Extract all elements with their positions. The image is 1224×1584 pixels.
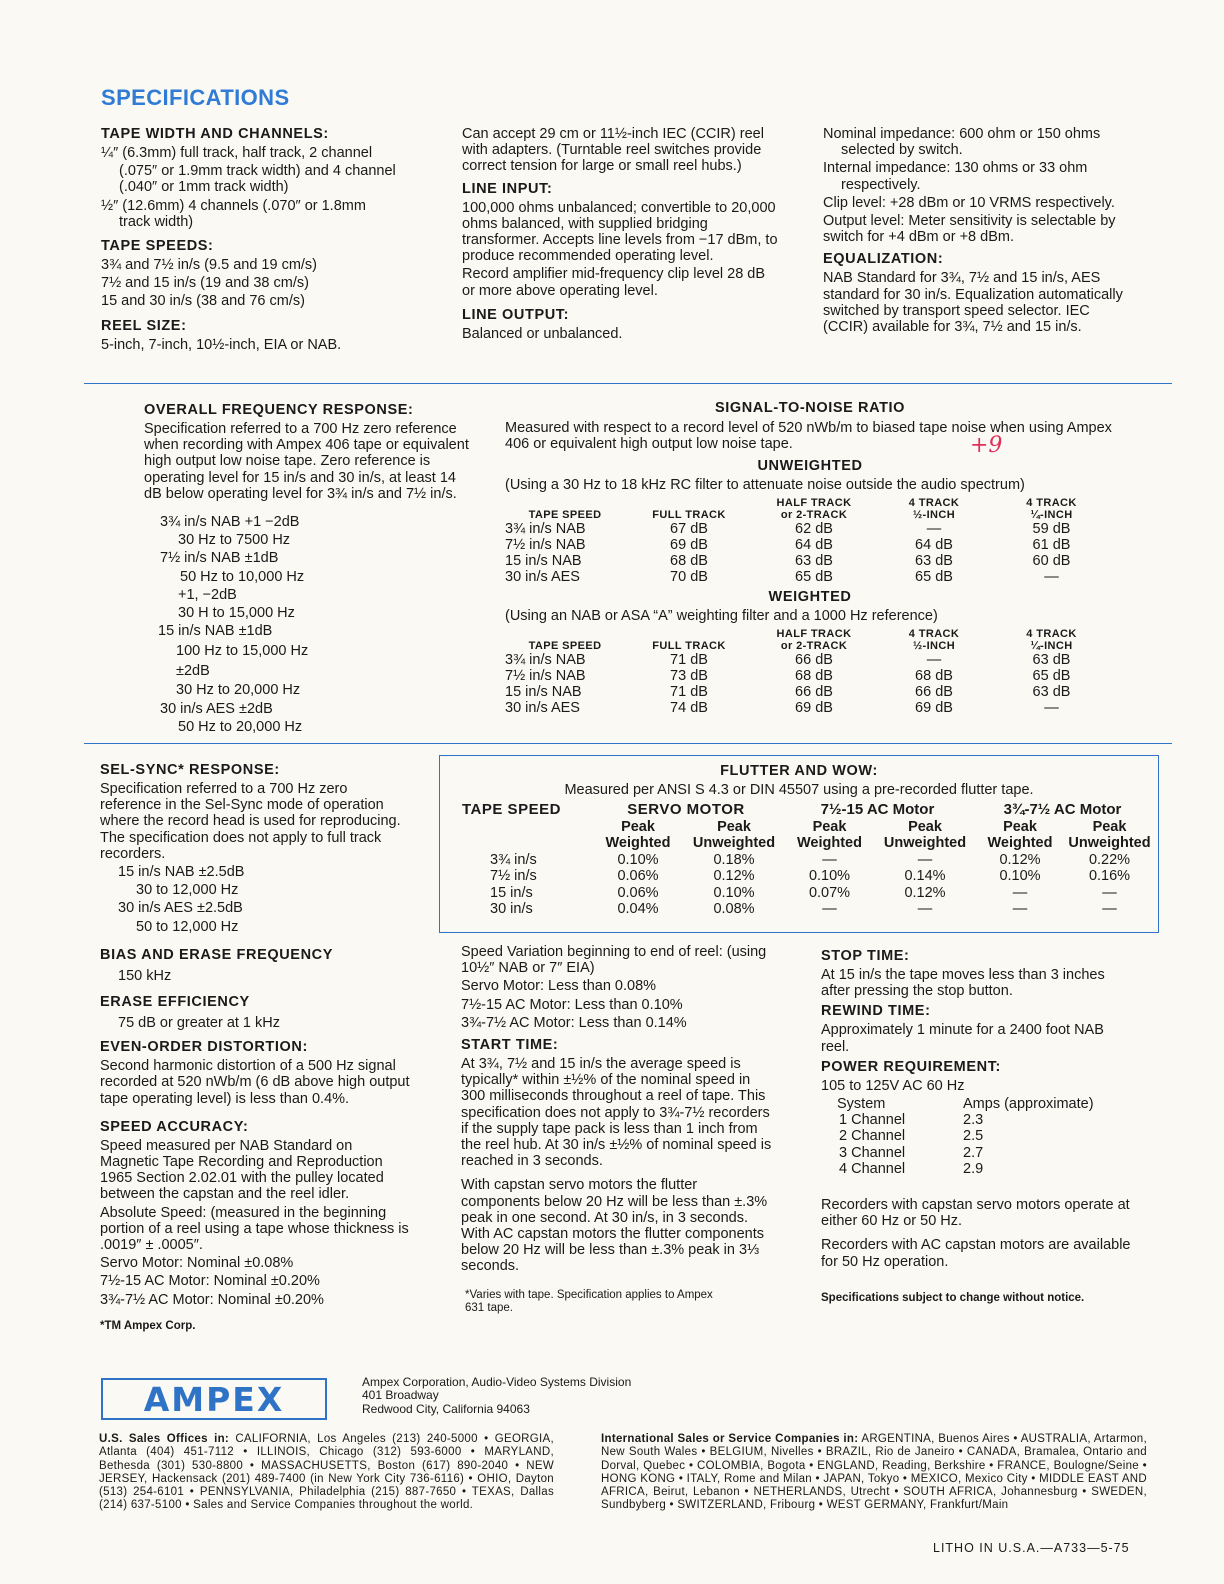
start-time-text: At 3¾, 7½ and 15 in/s the average speed is typically* within ±½% of the nominal speed in 300 milliseconds throughout a reel of tape. This specification does not apply to 3¾-7½ recorders if the supply tape pack is less than 1 inch from the reel hub. At 30 in/s ±½% of nominal speed is reached in 3 seconds. [461, 1056, 772, 1170]
header-tape-speed: TAPE SPEED [528, 508, 602, 521]
header-amps: Amps (approximate) [963, 1096, 1094, 1113]
address-line: Ampex Corporation, Audio-Video Systems Division [362, 1375, 632, 1389]
selsync-line: 30 in/s AES ±2.5dB [118, 900, 243, 917]
flutter-table [462, 802, 1152, 918]
table-cell: — [822, 901, 837, 918]
table-cell: 30 in/s AES [505, 700, 580, 717]
freq-line: 30 Hz to 7500 Hz [178, 532, 291, 549]
frequency-response-heading: OVERALL FREQUENCY RESPONSE: [144, 402, 414, 418]
table-cell: 65 dB [1032, 667, 1071, 684]
table-cell: 66 dB [795, 651, 833, 668]
speed-accuracy-heading: SPEED ACCURACY: [100, 1118, 249, 1135]
divider [84, 743, 1172, 744]
table-row [837, 1128, 1094, 1144]
table-cell: 65 dB [915, 569, 953, 586]
header-4-track-half-inch: 4 TRACK ½-INCH [908, 627, 960, 652]
table-cell: 3¾ in/s NAB [505, 520, 586, 537]
table-cell: 3¾ in/s NAB [505, 651, 586, 668]
freq-line: 30 Hz to 20,000 Hz [176, 681, 301, 698]
table-row [837, 1145, 1094, 1161]
header-4-track-half-inch: 4 TRACK ½-INCH [908, 496, 960, 521]
table-header-row [462, 802, 1152, 819]
table-cell: 65 dB [795, 569, 833, 586]
freq-line: 30 H to 15,000 Hz [178, 605, 295, 622]
trademark-note: *TM Ampex Corp. [100, 1319, 196, 1332]
tape-speed-item: 7½ and 15 in/s (19 and 38 cm/s) [101, 275, 309, 292]
ampex-logo: AMPEX [101, 1378, 327, 1420]
page-title: SPECIFICATIONS [101, 85, 290, 110]
distortion-text: Second harmonic distortion of a 500 Hz signal recorded at 520 nWb/m (6 dB above high output tape operating level) is less than 0.4%. [100, 1058, 410, 1107]
table-cell: 63 dB [1032, 684, 1071, 701]
header-full-track: FULL TRACK [652, 639, 726, 652]
table-cell: 68 dB [915, 667, 953, 684]
table-cell: 71 dB [670, 684, 708, 701]
table-header-row [505, 628, 1110, 652]
company-address [362, 1376, 631, 1416]
table-cell: 30 in/s AES [505, 569, 580, 586]
power-column [821, 942, 1136, 1305]
rewind-time-text: Approximately 1 minute for a 2400 foot NAB reel. [821, 1022, 1104, 1055]
bias-heading: BIAS AND ERASE FREQUENCY [100, 946, 333, 963]
table-cell: — [926, 651, 942, 668]
table-row [837, 1161, 1094, 1177]
weighted-heading: WEIGHTED [768, 589, 852, 606]
table-cell: 0.08% [713, 901, 755, 918]
header-ac-motor-low: 3¾-7½ AC Motor [1003, 801, 1122, 819]
line-output-heading: LINE OUTPUT: [462, 306, 570, 323]
us-sales-text: CALIFORNIA, Los Angeles (213) 240-5000 • GEORGIA, Atlanta (404) 451-7112 • ILLINOIS, Chicago (312) 593-6000 • MARYLAND, Bethesda (301) 530-8800 • MASSACHUSETTS, Boston (617) 890-2040 • NEW JERSEY, Hackensack (201) 489-7400 (in New York City 736-6116) • OHIO, Dayton (513) 254-6101 • PENNSYLVANIA, Philadelphia (215) 887-7650 • TEXAS, Dallas (214) 637-5100 • Sales and Service Companies throughout the world. [99, 1433, 554, 1512]
table-cell: 2.3 [963, 1112, 984, 1129]
selsync-heading: SEL-SYNC* RESPONSE: [100, 762, 280, 778]
international-sales [601, 1433, 1147, 1513]
tape-speed-item: 3¾ and 7½ in/s (9.5 and 19 cm/s) [101, 257, 318, 274]
line-specs-column [462, 126, 780, 344]
table-cell: — [917, 901, 933, 918]
table-cell: 0.14% [904, 868, 946, 885]
table-row [505, 537, 1110, 553]
table-cell: 68 dB [795, 667, 833, 684]
table-cell: 69 dB [795, 700, 833, 717]
table-cell: 0.10% [713, 884, 755, 901]
table-cell: 7½ in/s NAB [505, 536, 586, 553]
table-cell: 74 dB [670, 700, 708, 717]
line-input-text: 100,000 ohms unbalanced; convertible to 20,000 ohms balanced, with supplied bridging transformer. Accepts line levels from −17 dBm, to produce recommended operating level. [462, 199, 778, 265]
selsync-desc: Specification referred to a 700 Hz zero reference in the Sel-Sync mode of operation where the record head is used for reproducing. The specification does not apply to full track recorders. [100, 781, 401, 862]
table-row [505, 569, 1110, 585]
freq-line: 50 Hz to 10,000 Hz [180, 568, 305, 585]
speed-variation-column [461, 944, 777, 1315]
table-cell: 0.12% [713, 868, 755, 885]
table-row [505, 700, 1110, 716]
reel-size-heading: REEL SIZE: [101, 317, 187, 334]
snr-desc-text: Measured with respect to a record level of 520 nWb/m to biased tape noise when using Ampex 406 or equivalent high output low noise tape. [505, 420, 1112, 453]
table-cell: 67 dB [670, 520, 708, 537]
selsync-line: 30 to 12,000 Hz [136, 882, 239, 899]
divider [84, 383, 1172, 384]
table-cell: 7½ in/s NAB [505, 667, 586, 684]
equalization-heading: EQUALIZATION: [823, 251, 944, 268]
servo-nominal: Servo Motor: Nominal ±0.08% [100, 1255, 294, 1272]
unweighted-desc: (Using a 30 Hz to 18 kHz RC filter to attenuate noise outside the audio spectrum) [505, 477, 1025, 494]
tape-width-text: ¼″ (6.3mm) full track, half track, 2 channel [101, 145, 373, 161]
table-cell: 69 dB [915, 700, 953, 717]
table-cell: — [1102, 901, 1117, 918]
table-cell: 2.9 [963, 1160, 984, 1177]
power-note-ac: Recorders with AC capstan motors are available for 50 Hz operation. [821, 1237, 1131, 1270]
sub-peak-weighted: Peak Weighted [605, 818, 671, 852]
table-subheader-row [462, 819, 1152, 852]
table-row [462, 901, 1152, 918]
table-cell: 62 dB [795, 520, 833, 537]
header-system: System [837, 1096, 886, 1113]
power-heading: POWER REQUIREMENT: [821, 1058, 1001, 1075]
tape-specs-column [101, 120, 401, 355]
table-cell: 4 Channel [839, 1160, 906, 1177]
selsync-column [100, 756, 410, 1333]
freq-line: 100 Hz to 15,000 Hz [176, 643, 309, 660]
table-cell: 66 dB [795, 684, 833, 701]
table-cell: 0.10% [999, 868, 1041, 885]
unweighted-table [505, 497, 1110, 586]
header-4-track-quarter-inch: 4 TRACK ¼-INCH [1026, 627, 1077, 652]
header-4-track-quarter-inch: 4 TRACK ¼-INCH [1026, 496, 1077, 521]
table-row [462, 868, 1152, 885]
table-row [837, 1112, 1094, 1128]
intl-sales-label: International Sales or Service Companies in: [601, 1433, 859, 1445]
nominal-impedance: Nominal impedance: 600 ohm or 150 ohms selected by switch. [823, 126, 1101, 159]
freq-line: 15 in/s NAB ±1dB [158, 623, 273, 640]
flutter-box [439, 755, 1159, 933]
header-tape-speed: TAPE SPEED [528, 639, 602, 652]
tape-width-text-2: (.075″ or 1.9mm track width) and 4 channel (.040″ or 1mm track width) [119, 163, 396, 196]
table-cell: — [1044, 700, 1059, 717]
table-cell: — [1102, 884, 1117, 901]
table-cell: 63 dB [1032, 651, 1071, 668]
weighted-desc: (Using an NAB or ASA “A” weighting filter and a 1000 Hz reference) [505, 608, 938, 625]
table-row [505, 553, 1110, 569]
table-cell: 71 dB [670, 651, 708, 668]
clip-level: Clip level: +28 dBm or 10 VRMS respectively. [823, 194, 1115, 211]
freq-line: 3¾ in/s NAB +1 −2dB [160, 514, 300, 531]
freq-line: 30 in/s AES ±2dB [160, 701, 273, 718]
table-row [505, 652, 1110, 668]
table-cell: 0.18% [713, 851, 755, 868]
start-time-footnote: *Varies with tape. Specification applies to Ampex 631 tape. [465, 1288, 713, 1314]
output-specs-column [823, 126, 1133, 337]
stop-time-text: At 15 in/s the tape moves less than 3 inches after pressing the stop button. [821, 967, 1105, 1000]
table-cell: — [926, 520, 942, 537]
table-cell: 0.06% [617, 884, 659, 901]
ac-nominal-1: 7½-15 AC Motor: Nominal ±0.20% [100, 1273, 320, 1290]
table-cell: 7½ in/s [490, 868, 537, 885]
header-servo-motor: SERVO MOTOR [627, 801, 745, 819]
litho-code: LITHO IN U.S.A.—A733—5-75 [933, 1541, 1130, 1555]
stop-time-heading: STOP TIME: [821, 948, 910, 964]
table-cell: 3 Channel [839, 1144, 906, 1161]
line-input-heading: LINE INPUT: [462, 180, 553, 197]
address-line: Redwood City, California 94063 [362, 1401, 530, 1416]
table-cell: 63 dB [795, 553, 833, 570]
line-output-text: Balanced or unbalanced. [462, 325, 623, 342]
table-row [505, 684, 1110, 700]
ac-less-than-1: 7½-15 AC Motor: Less than 0.10% [461, 996, 683, 1013]
table-cell: 2 Channel [839, 1128, 906, 1145]
table-cell: 70 dB [670, 569, 708, 586]
servo-less-than: Servo Motor: Less than 0.08% [461, 978, 657, 995]
bias-value: 150 kHz [118, 967, 172, 984]
tape-width-heading: TAPE WIDTH AND CHANNELS: [101, 126, 329, 142]
handwritten-annotation: +9 [970, 433, 1003, 458]
header-full-track: FULL TRACK [652, 508, 726, 521]
snr-section [505, 398, 1115, 716]
sub-peak-weighted: Peak Weighted [987, 818, 1053, 852]
table-cell: 64 dB [795, 536, 833, 553]
selsync-line: 50 to 12,000 Hz [136, 918, 239, 935]
ac-less-than-2: 3¾-7½ AC Motor: Less than 0.14% [461, 1014, 687, 1031]
speed-variation-text: Speed Variation beginning to end of reel: (using 10½″ NAB or 7″ EIA) [461, 944, 767, 977]
table-cell: 0.06% [617, 868, 659, 885]
sub-peak-unweighted: Peak Unweighted [883, 818, 967, 852]
unweighted-heading: UNWEIGHTED [757, 458, 863, 475]
table-cell: 0.16% [1088, 868, 1131, 885]
table-cell: 15 in/s NAB [505, 553, 582, 570]
table-cell: 60 dB [1032, 553, 1071, 570]
address-line: 401 Broadway [362, 1388, 439, 1403]
table-cell: 73 dB [670, 667, 708, 684]
selsync-line: 15 in/s NAB ±2.5dB [118, 864, 245, 881]
power-table [837, 1096, 1094, 1177]
header-tape-speed: TAPE SPEED [462, 801, 561, 819]
table-cell: — [1044, 569, 1059, 586]
output-level: Output level: Meter sensitivity is selectable by switch for +4 dBm or +8 dBm. [823, 213, 1116, 246]
table-cell: — [1012, 884, 1028, 901]
freq-line: 50 Hz to 20,000 Hz [178, 719, 303, 736]
table-cell: 68 dB [670, 553, 708, 570]
freq-line: +1, −2dB [178, 586, 237, 603]
table-cell: 2.7 [963, 1144, 984, 1161]
table-cell: 0.07% [808, 884, 851, 901]
freq-line: ±2dB [176, 662, 210, 679]
sub-peak-unweighted: Peak Unweighted [1068, 818, 1151, 852]
sub-peak-unweighted: Peak Unweighted [692, 818, 776, 852]
table-cell: — [917, 851, 933, 868]
table-cell: 3¾ in/s [490, 851, 537, 868]
table-cell: 30 in/s [490, 901, 533, 918]
absolute-speed-text: Absolute Speed: (measured in the beginning portion of a reel using a tape whose thickness is .0019″ ± .0005″. [100, 1204, 409, 1254]
rewind-time-heading: REWIND TIME: [821, 1003, 931, 1020]
table-cell: 0.12% [999, 851, 1041, 868]
table-cell: 0.10% [808, 868, 851, 885]
table-cell: 59 dB [1032, 520, 1071, 537]
table-cell: 66 dB [915, 684, 953, 701]
table-cell: — [822, 851, 837, 868]
table-cell: 69 dB [670, 536, 708, 553]
power-note-servo: Recorders with capstan servo motors operate at either 60 Hz or 50 Hz. [821, 1197, 1130, 1230]
ac-nominal-2: 3¾-7½ AC Motor: Nominal ±0.20% [100, 1291, 324, 1308]
table-cell: 0.10% [617, 851, 659, 868]
tape-speeds-heading: TAPE SPEEDS: [101, 238, 214, 255]
tape-speed-item: 15 and 30 in/s (38 and 76 cm/s) [101, 293, 305, 310]
table-cell: 0.22% [1088, 851, 1131, 868]
table-cell: 0.12% [904, 884, 946, 901]
speed-accuracy-text: Speed measured per NAB Standard on Magnetic Tape Recording and Reproduction 1965 Section 2.02.01 with the pulley located between the capstan and the reel idler. [100, 1137, 384, 1203]
frequency-response-desc: Specification referred to a 700 Hz zero reference when recording with Ampex 406 tape or equivalent high output low noise tape. Zero reference is operating level for 15 in/s and 30 in/s, at least 14 dB below operating level for 3¾ in/s and 7½ in/s. [144, 421, 469, 502]
snr-heading: SIGNAL-TO-NOISE RATIO [714, 400, 906, 416]
tape-width-text-3: ½″ (12.6mm) 4 channels (.070″ or 1.8mm track width) [101, 197, 366, 230]
equalization-text: NAB Standard for 3¾, 7½ and 15 in/s, AES standard for 30 in/s. Equalization automatically switched by transport speed selector. IEC (CCIR) available for 3¾, 7½ and 15 in/s. [823, 270, 1123, 336]
start-time-servo-text: With capstan servo motors the flutter components below 20 Hz will be less than ±.3% peak in one second. At 30 in/s, in 3 seconds. With AC capstan motors the flutter components below 20 Hz will be less than ±.3% peak in 3⅓ seconds. [461, 1177, 768, 1275]
distortion-heading: EVEN-ORDER DISTORTION: [100, 1039, 308, 1056]
table-cell: 0.04% [617, 901, 659, 918]
table-cell: 2.5 [963, 1128, 984, 1145]
table-row [462, 885, 1152, 902]
snr-desc [505, 420, 1115, 458]
header-ac-motor-high: 7½-15 AC Motor [820, 801, 935, 819]
flutter-heading: FLUTTER AND WOW: [720, 763, 878, 779]
table-row [505, 521, 1110, 537]
weighted-table [505, 628, 1110, 717]
line-input-clip-text: Record amplifier mid-frequency clip level 28 dB or more above operating level. [462, 266, 766, 299]
table-cell: 63 dB [915, 553, 953, 570]
reel-size-text: 5-inch, 7-inch, 10½-inch, EIA or NAB. [101, 336, 342, 353]
table-cell: 61 dB [1032, 536, 1071, 553]
table-header-row [837, 1096, 1094, 1112]
erase-heading: ERASE EFFICIENCY [100, 994, 250, 1011]
table-cell: 15 in/s [490, 884, 533, 901]
table-cell: 64 dB [915, 536, 953, 553]
us-sales-offices [99, 1433, 554, 1513]
table-cell: 15 in/s NAB [505, 684, 582, 701]
flutter-desc: Measured per ANSI S 4.3 or DIN 45507 using a pre-recorded flutter tape. [564, 782, 1034, 798]
erase-value: 75 dB or greater at 1 kHz [118, 1015, 280, 1032]
reel-adapter-text: Can accept 29 cm or 11½-inch IEC (CCIR) reel with adapters. (Turntable reel switches provide correct tension for large or small reel hubs.) [462, 126, 764, 175]
sub-peak-weighted: Peak Weighted [797, 818, 862, 852]
us-sales-label: U.S. Sales Offices in: [99, 1433, 230, 1445]
table-header-row [505, 497, 1110, 521]
frequency-response-section [144, 396, 469, 737]
power-voltage: 105 to 125V AC 60 Hz [821, 1077, 965, 1094]
table-cell: 1 Channel [839, 1112, 906, 1129]
header-half-track: HALF TRACK or 2-TRACK [776, 627, 852, 652]
table-cell: — [1012, 901, 1028, 918]
table-row [505, 668, 1110, 684]
freq-line: 7½ in/s NAB ±1dB [160, 550, 279, 567]
table-row [462, 852, 1152, 869]
disclaimer: Specifications subject to change without notice. [821, 1291, 1085, 1304]
intl-sales-text: ARGENTINA, Buenos Aires • AUSTRALIA, Artarmon, New South Wales • BELGIUM, Nivelles • BRAZIL, Rio de Janeiro • CANADA, Bramalea, Ontario and Dorval, Quebec • COLOMBIA, Bogota • ENGLAND, Reading, Berkshire • FRANCE, Boulogne/Seine • HONG KONG • ITALY, Rome and Milan • JAPAN, Tokyo • MEXICO, Mexico City • MIDDLE EAST AND AFRICA, Beirut, Lebanon • NETHERLANDS, Utrecht • SOUTH AFRICA, Johannesburg • SWEDEN, Sundbyberg • SWITZERLAND, Fribourg • WEST GERMANY, Frankfurt/Main [601, 1433, 1147, 1512]
header-half-track: HALF TRACK or 2-TRACK [776, 496, 852, 521]
internal-impedance: Internal impedance: 130 ohms or 33 ohm respectively. [823, 160, 1088, 193]
start-time-heading: START TIME: [461, 1037, 559, 1054]
